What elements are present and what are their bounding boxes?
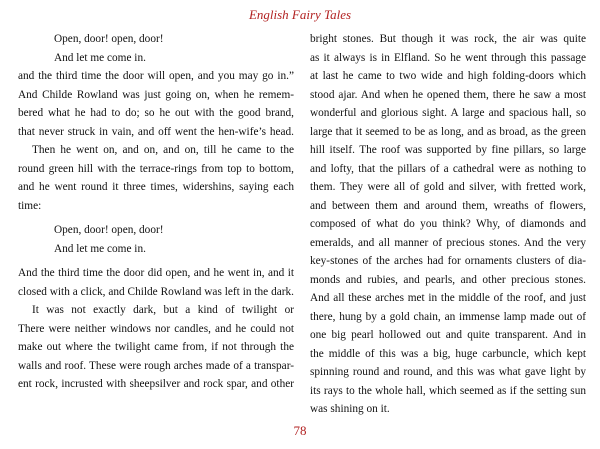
text-line: that never struck in vain, and off went the hen-wife’s head. — [18, 125, 294, 138]
text-line: There were neither windows nor candles, and he could not — [18, 322, 294, 335]
text-line: composed of what do you think? Why, of diamonds and — [310, 218, 586, 230]
text-line: hill itself. The roof was supported by fine pillars, so large — [310, 144, 586, 156]
text-line: at last he came to two wide and high folding-doors which — [310, 70, 586, 82]
left-column — [18, 30, 294, 394]
text-line: them. They were all of gold and silver, with fretted work, — [310, 181, 586, 193]
text-line: there, hung by a gold chain, an immense lamp made out of — [310, 310, 586, 323]
text-line: was shining on it. — [310, 403, 390, 415]
text-line: stood ajar. And when he opened them, there he saw a most — [310, 88, 586, 101]
text-line: one big pearl hollowed out and quite transparent. And in — [310, 329, 586, 341]
text-line: walls and roof. These were rough arches made of a transpar- — [18, 359, 294, 372]
text-line: its rays to the whole hall, which seemed as if the setting sun — [310, 384, 586, 397]
text-line: and between them and around them, wreaths of flowers, — [310, 199, 586, 212]
page-number: 78 — [293, 423, 307, 438]
text-line: and he went round it three times, widershins, saying each — [18, 181, 294, 193]
text-line: and the third time the door will open, and you may go in.” — [18, 70, 294, 82]
text-line: bright stones. But though it was rock, the air was quite — [310, 33, 586, 45]
text-line: spinning round and round, and this was what gave light by — [310, 366, 586, 378]
right-column — [310, 30, 586, 419]
verse-line: Open, door! open, door! — [54, 224, 164, 236]
text-line: the middle of this was a big, huge carbuncle, which kept — [310, 347, 586, 360]
verse-line: Open, door! open, door! — [54, 33, 164, 45]
text-line: as it always is in Elfland. So he went through this passage — [310, 51, 586, 64]
text-line: monds and rubies, and pearls, and other precious stones. — [310, 273, 586, 286]
text-line: Then he went on, and on, and on, till he came to the — [32, 144, 294, 156]
text-line: and lofty, that the pillars of a cathedral were as nothing to — [310, 162, 586, 175]
text-line: emeralds, and all manner of precious stones. And the very — [310, 236, 586, 249]
text-line: large that it seemed to be as long, and as broad, as the green — [310, 125, 586, 138]
text-line: And the third time the door did open, and he went in, and it — [18, 267, 294, 279]
text-line: closed with a click, and Childe Rowland was left in the dark. — [18, 285, 294, 298]
text-line: time: — [18, 199, 42, 212]
text-line: And all these arches met in the middle of the roof, and just — [310, 292, 586, 304]
text-line: bered what he had to do; so he out with the good brand, — [18, 107, 294, 119]
verse-line: And let me come in. — [54, 242, 146, 255]
text-line: key-stones of the arches had for ornaments clusters of dia- — [310, 255, 586, 267]
text-line: wonderful and glorious sight. A large and spacious hall, so — [310, 107, 586, 119]
text-line: make out where the twilight came from, if not through the — [18, 341, 294, 353]
running-head: English Fairy Tales — [248, 7, 352, 22]
text-line: round green hill with the terrace-rings from top to bottom, — [18, 162, 294, 175]
text-line: ent rock, incrusted with sheepsilver and rock spar, and other — [18, 378, 294, 390]
text-line: And Childe Rowland was just going on, when he remem- — [18, 88, 294, 101]
text-line: It was not exactly dark, but a kind of twilight or — [32, 304, 294, 316]
verse-line: And let me come in. — [54, 51, 146, 64]
